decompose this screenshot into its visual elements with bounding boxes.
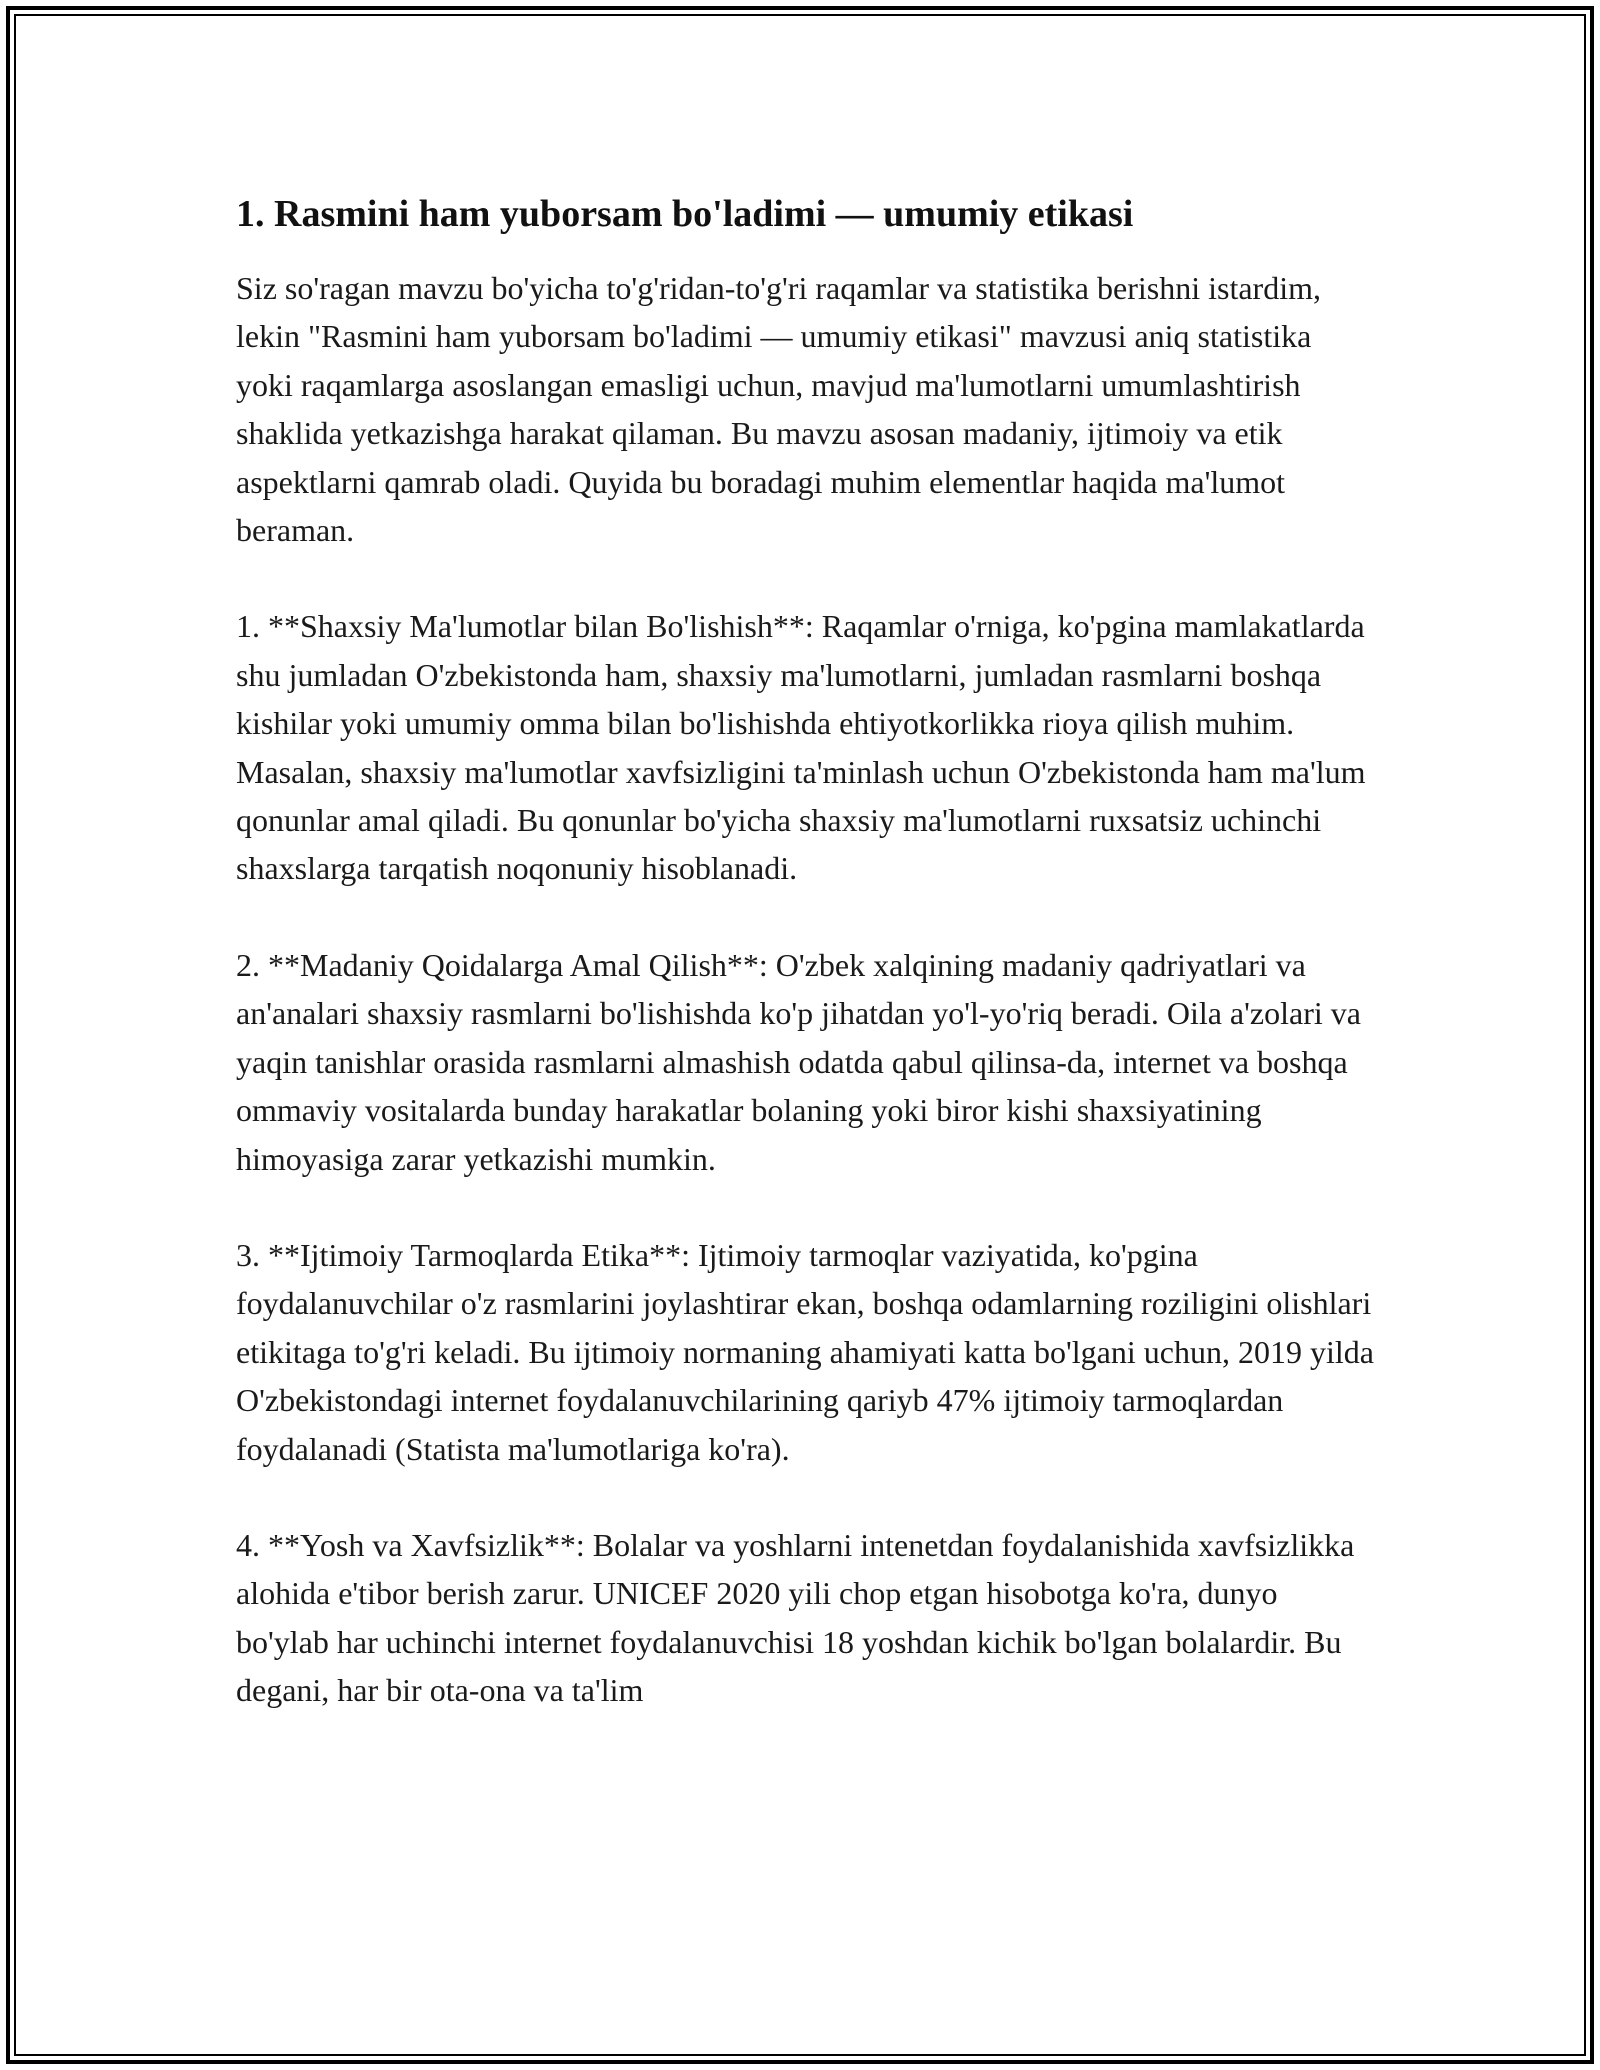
document-body — [236, 186, 1376, 1763]
paragraph-item-3: 3. **Ijtimoiy Tarmoqlarda Etika**: Ijtimoiy tarmoqlar vaziyatida, ko'pgina foydalanuvchilar o'z rasmlarini joylashtirar ekan, boshqa odamlarning roziligini olishlari etikitaga to'g'ri keladi. Bu ijtimoiy normaning ahamiyati katta bo'lgani uchun, 2019 yilda O'zbekistondagi internet foydalanuvchilarining qariyb 47% ijtimoiy tarmoqlardan foydalanadi (Statista ma'lumotlariga ko'ra). — [236, 1236, 1374, 1467]
paragraph-intro: Siz so'ragan mavzu bo'yicha to'g'ridan-to'g'ri raqamlar va statistika berishni istardim, lekin "Rasmini ham yuborsam bo'ladimi — umumiy etikasi" mavzusi aniq statistika yoki raqamlarga asoslangan emasligi uchun, mavjud ma'lumotlarni umumlashtirish shaklida yetkazishga harakat qilaman. Bu mavzu asosan madaniy, ijtimoiy va etik aspektlarni qamrab oladi. Quyida bu boradagi muhim elementlar haqida ma'lumot beraman. — [236, 270, 1321, 549]
paragraph-item-4: 4. **Yosh va Xavfsizlik**: Bolalar va yoshlarni intenetdan foydalanishida xavfsizlikka alohida e'tibor berish zarur. UNICEF 2020 yili chop etgan hisobotga ko'ra, dunyo bo'ylab har uchinchi internet foydalanuvchisi 18 yoshdan kichik bo'lgan bolalardir. Bu degani, har bir ota-ona va ta'lim — [236, 1526, 1355, 1709]
paragraph-item-1: 1. **Shaxsiy Ma'lumotlar bilan Bo'lishish**: Raqamlar o'rniga, ko'pgina mamlakatlarda shu jumladan O'zbekistonda ham, shaxsiy ma'lumotlarni, jumladan rasmlarni boshqa kishilar yoki umumiy omma bilan bo'lishishda ehtiyotkorlikka rioya qilish muhim. Masalan, shaxsiy ma'lumotlar xavfsizligini ta'minlash uchun O'zbekistonda ham ma'lum qonunlar amal qiladi. Bu qonunlar bo'yicha shaxsiy ma'lumotlarni ruxsatsiz uchinchi shaxslarga tarqatish noqonuniy hisoblanadi. — [236, 608, 1366, 887]
paragraph-item-2: 2. **Madaniy Qoidalarga Amal Qilish**: O'zbek xalqining madaniy qadriyatlari va an'analari shaxsiy rasmlarni bo'lishishda ko'p jihatdan yo'l-yo'riq beradi. Oila a'zolari va yaqin tanishlar orasida rasmlarni almashish odatda qabul qilinsa-da, internet va boshqa ommaviy vositalarda bunday harakatlar bolaning yoki biror kishi shaxsiyatining himoyasiga zarar yetkazishi mumkin. — [236, 946, 1361, 1177]
document-title: 1. Rasmini ham yuborsam bo'ladimi — umumiy etikasi — [236, 193, 1134, 235]
